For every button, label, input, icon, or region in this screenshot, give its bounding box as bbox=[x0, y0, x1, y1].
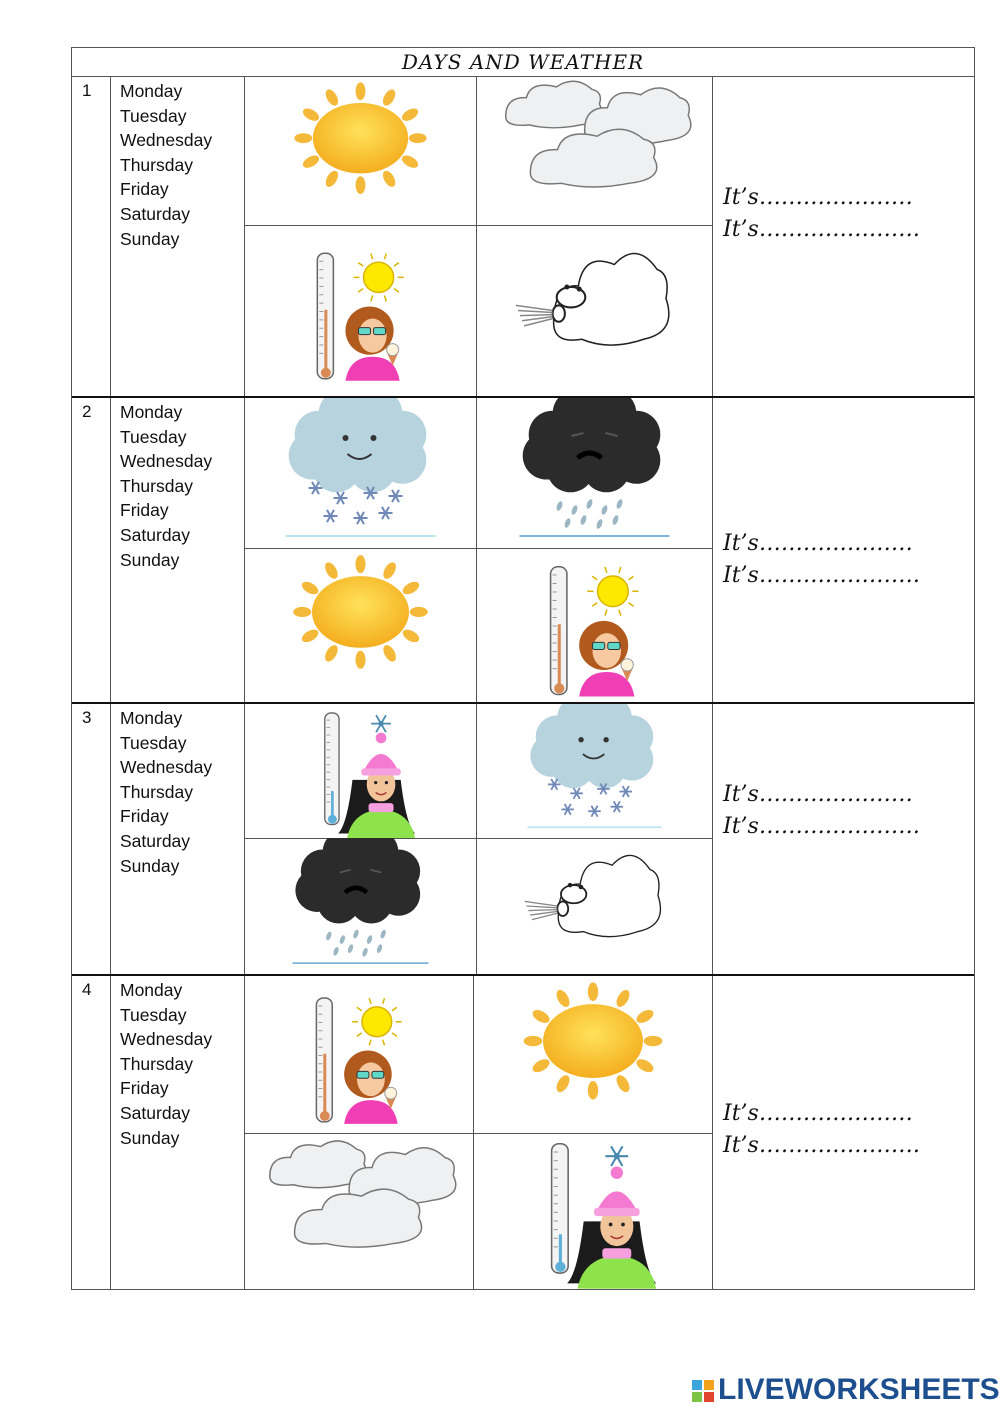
row-number: 4 bbox=[72, 976, 111, 1289]
picture-box bbox=[474, 1133, 712, 1289]
picture-column bbox=[245, 77, 477, 396]
picture-column bbox=[474, 976, 713, 1289]
picture-box bbox=[477, 838, 712, 974]
answer-line[interactable]: It’s…………………. bbox=[723, 217, 920, 242]
day-label: Friday bbox=[120, 179, 169, 200]
sun-icon bbox=[245, 77, 476, 225]
day-label: Friday bbox=[120, 500, 169, 521]
picture-box bbox=[245, 548, 476, 702]
answer-line[interactable]: It’s………………… bbox=[723, 782, 913, 807]
picture-box bbox=[477, 548, 712, 702]
answer-line[interactable]: It’s…………………. bbox=[723, 563, 920, 588]
liveworksheets-logo bbox=[692, 1374, 1000, 1406]
day-label: Sunday bbox=[120, 1127, 180, 1148]
answer-line[interactable]: It’s………………… bbox=[723, 1101, 913, 1126]
logo-text: LIVEWORKSHEETS bbox=[718, 1373, 1000, 1406]
day-label: Monday bbox=[120, 708, 183, 728]
day-label: Thursday bbox=[120, 475, 193, 496]
clouds-icon bbox=[477, 77, 712, 225]
hot-weather-icon bbox=[477, 548, 712, 702]
picture-box bbox=[245, 976, 473, 1134]
day-label: Tuesday bbox=[120, 732, 187, 753]
snowy-cloud-icon bbox=[245, 398, 476, 548]
day-label: Sunday bbox=[120, 855, 180, 876]
worksheet-title: DAYS AND WEATHER bbox=[72, 48, 974, 77]
table-row bbox=[72, 974, 974, 1289]
hot-weather-icon bbox=[245, 976, 473, 1133]
day-label: Friday bbox=[120, 1078, 169, 1099]
picture-column bbox=[245, 704, 477, 974]
picture-column bbox=[477, 704, 713, 974]
day-label: Sunday bbox=[120, 228, 180, 249]
picture-box bbox=[245, 77, 476, 226]
day-label: Wednesday bbox=[120, 1029, 213, 1050]
windy-cloud-icon bbox=[477, 225, 712, 396]
row-number: 2 bbox=[72, 398, 111, 702]
answer-line[interactable]: It’s………………… bbox=[723, 531, 913, 556]
day-label: Sunday bbox=[120, 549, 180, 570]
day-label: Thursday bbox=[120, 154, 193, 175]
worksheet-table bbox=[71, 47, 975, 1290]
day-label: Tuesday bbox=[120, 426, 187, 447]
picture-box bbox=[245, 398, 476, 549]
picture-box bbox=[477, 704, 712, 839]
day-label: Wednesday bbox=[120, 451, 213, 472]
day-label: Tuesday bbox=[120, 1004, 187, 1025]
answer-cell[interactable] bbox=[713, 77, 974, 396]
day-label: Saturday bbox=[120, 524, 191, 545]
day-label: Monday bbox=[120, 81, 183, 101]
picture-box bbox=[245, 838, 476, 974]
table-row bbox=[72, 77, 974, 396]
day-label: Wednesday bbox=[120, 130, 213, 151]
answer-cell[interactable] bbox=[713, 398, 974, 702]
sun-icon bbox=[474, 976, 712, 1133]
rain-cloud-icon bbox=[245, 838, 476, 974]
cold-weather-icon bbox=[474, 1133, 712, 1289]
clouds-icon bbox=[245, 1133, 473, 1289]
answer-cell[interactable] bbox=[713, 976, 974, 1289]
hot-weather-icon bbox=[245, 225, 476, 396]
day-label: Thursday bbox=[120, 1053, 193, 1074]
table-row bbox=[72, 396, 974, 702]
days-list bbox=[111, 398, 245, 702]
row-number: 1 bbox=[72, 77, 111, 396]
day-label: Wednesday bbox=[120, 757, 213, 778]
answer-cell[interactable] bbox=[713, 704, 974, 974]
picture-column bbox=[245, 976, 474, 1289]
table-row bbox=[72, 702, 974, 974]
picture-column bbox=[245, 398, 477, 702]
days-list bbox=[111, 704, 245, 974]
picture-box bbox=[245, 1133, 473, 1289]
answer-line[interactable]: It’s…………………. bbox=[723, 1133, 920, 1158]
day-label: Saturday bbox=[120, 1102, 191, 1123]
day-label: Saturday bbox=[120, 203, 191, 224]
day-label: Thursday bbox=[120, 781, 193, 802]
days-list bbox=[111, 976, 245, 1289]
picture-box bbox=[245, 704, 476, 839]
answer-line[interactable]: It’s………………… bbox=[723, 185, 913, 210]
rain-cloud-icon bbox=[477, 398, 712, 548]
cold-weather-icon bbox=[245, 704, 476, 838]
picture-box bbox=[477, 225, 712, 396]
day-label: Friday bbox=[120, 806, 169, 827]
picture-box bbox=[245, 225, 476, 396]
picture-box bbox=[477, 398, 712, 549]
day-label: Tuesday bbox=[120, 105, 187, 126]
picture-column bbox=[477, 398, 713, 702]
days-list bbox=[111, 77, 245, 396]
day-label: Monday bbox=[120, 980, 183, 1000]
picture-column bbox=[477, 77, 713, 396]
row-number: 3 bbox=[72, 704, 111, 974]
sun-icon bbox=[245, 548, 476, 702]
day-label: Saturday bbox=[120, 830, 191, 851]
answer-line[interactable]: It’s…………………. bbox=[723, 814, 920, 839]
snowy-cloud-icon bbox=[477, 704, 712, 838]
windy-cloud-icon bbox=[477, 838, 712, 974]
picture-box bbox=[474, 976, 712, 1134]
logo-icon bbox=[692, 1380, 714, 1402]
picture-box bbox=[477, 77, 712, 226]
day-label: Monday bbox=[120, 402, 183, 422]
